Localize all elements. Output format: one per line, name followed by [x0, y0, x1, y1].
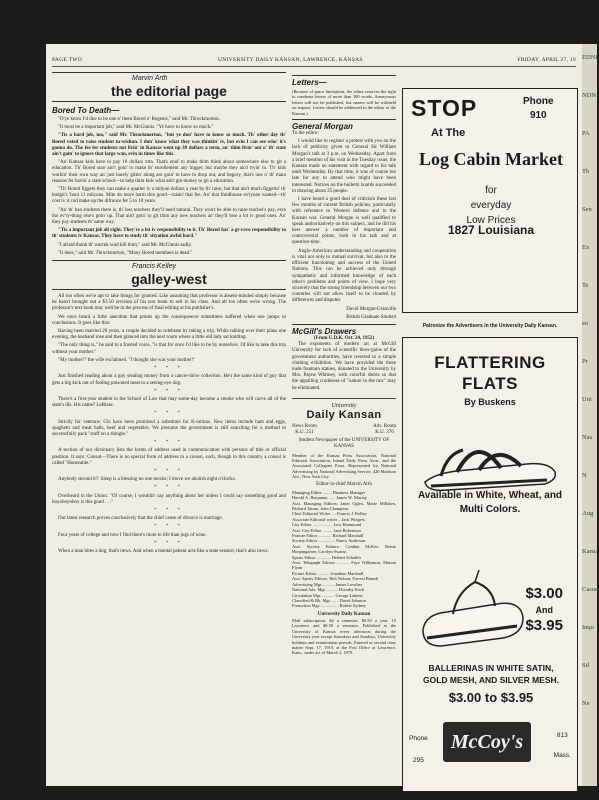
staff-intro: Student Newspaper of the UNIVERSITY OF KANSAS	[298, 438, 390, 450]
editorial-byline: Marvin Arth	[52, 72, 286, 82]
galley-item: We once heard a little anecdote that points up the consequences sometimes suffered when one jumps to conclusions. It goes like this:	[52, 314, 286, 326]
press-name: University Daily Kansan	[317, 611, 371, 617]
staff-line: Harold A. Benjamin ...... James W. Murray	[292, 495, 368, 501]
galley-item: Overheard in the Union: "Of course, I wouldn't say anything about her unless I could say something good and boyoboyoboy is this good . . ."	[52, 493, 286, 505]
ad-store-name: Log Cabin Market	[419, 149, 563, 169]
ad-slogan	[409, 183, 573, 228]
ad-slogan-line: everyday	[470, 200, 512, 211]
editorial-paragraph: "An' th' ban students there is, th' less teachers they'll need natural. They won't be able to raise teacher's pay, evin tho ev'ry-thing else's goin' up. That ain't goin' to git thim any new teachers an' they'll lose a lot iv good ones. An' they pay students th' same way.	[52, 207, 286, 226]
spine-fragment: Stl	[582, 662, 590, 669]
letter-body	[292, 131, 396, 321]
editorial-paragraph: "An' Kansas kids have to pay 10 dollars xtra. That's enuf to make thim think about somewhere else to git a education. Th' Bored sure ain't goin' to make th' enrollement any bigger, but maybe they ain't tryin' to. Th' kids workin' their own way an' just barely gittin' along are goin' to have to drop out, and begory, that's one o' th' main reasons fer havin' a state school—to help thim kids what ain't got money to git a education.	[52, 160, 286, 184]
store-phone-label: Phone	[409, 735, 428, 742]
spine-fragment: Nas	[582, 434, 593, 441]
galley-item: Strictly for veterans: GIs have been promised a substitute for K-rations. New items include ham and eggs, spaghetti and meat balls, beef and vegetables. We presume the government is still searching for a method to successfully pack "stuff on a shingle."	[52, 419, 286, 437]
staff-line: Asst. Sports Editors: Bob Nelson, Forrest Brandt	[292, 576, 378, 582]
staff-line: Society Editor ............... Nancy Anderson	[292, 538, 366, 544]
nameplate-title: Daily Kansan	[306, 408, 382, 421]
separator: * * *	[154, 540, 184, 546]
separator: * * *	[154, 388, 184, 394]
subscription-text: Mail subscription, $4 a semester; $6.50 a year. 15 Lawrence and $6.50 a semester. Published at the University of Kansas every afternoon during the University year except Saturdays and Sundays, University holidays and examination periods. Entered as second class matter Sept. 17, 1910, at the Post Office at Lawrence, Kans., under act of March 3, 1879.	[292, 617, 396, 656]
spine-fragment: Inqu	[582, 624, 594, 631]
spine-fragment: Uni	[582, 396, 592, 403]
spine-fragment: Aug	[582, 510, 594, 517]
letter-paragraph: I have heard a good deal of criticism these last few months of current British policies, particularly with reference to Western defence and to the Korean war. General Morgan is well qualified to speak authoritatively on this subject, and he did his best answer a number of important and controversial points, both in his talk and at question-time.	[292, 197, 396, 246]
spine-fragment: eo	[582, 320, 589, 327]
editorial-body	[52, 117, 286, 257]
store-address-street: Mass.	[553, 752, 571, 759]
staff-line: Asst. Managing Editors: Janet Oglea, Marie Milliken, Richard Tatum, John Champion.	[292, 500, 396, 512]
newsroom-phone	[292, 424, 317, 436]
spine-fragment: Te	[582, 282, 589, 289]
price-range: $3.00 to $3.95	[448, 690, 534, 705]
flats-headline-line: FLATTERING	[434, 353, 546, 372]
spine-fragment: NDN	[582, 92, 597, 99]
staff-line: Classified & Bk. Mgr. ...... David Johnson	[292, 597, 366, 603]
sandal-illustration-icon	[417, 424, 561, 498]
ad-phone-label: Phone	[523, 96, 554, 107]
drawers-paragraph: The exponents of modern art at McGill University for lack of scientific blow-gains of the government authorities, have resorted to a simple clothing exhibition. We have provided the three nude fountain statues, donated to the University by Mrs. Payne Whitney, with colorful shorts so that the appalling crudeness of "nature in the raw" may be eliminated.	[292, 342, 396, 391]
editorial-paragraph: "It does," said Mr. Throckmorton, "Many Bored members is dead."	[58, 250, 193, 256]
galley-item: A section of our dictionary lists the forms of address used in communication with persons of title or official position. It says: Consul—There is no special form of address to a consul, such, though in this country a consul is called "Honorable."	[52, 448, 286, 466]
log-cabin-ad	[402, 88, 578, 313]
phone-numbers	[292, 424, 396, 436]
letters-policy-note: (Because of space limitations, the editor reserves the right to condense letters of more than 100 words. Anonymous letters will not be published, but names will be withheld on request. Letters should be addressed to the editor of the Kansan.)	[292, 89, 396, 116]
staff-line: Promotion Mgr. ................ Robert Sydney	[292, 603, 367, 609]
spine-fragment: EDNE	[582, 54, 599, 61]
editorial-headline: Bored To Death—	[52, 106, 120, 115]
galley-item: All too often we're apt to take things for granted. Like assuming that professor is absent-minded simply because he hasn't brought out a $3.50 revision of his text book to sell to his class. And all too often we're wrong. The professor's text book may well be in the process of final editing at his publisher's.	[52, 294, 286, 312]
separator: * * *	[154, 366, 184, 372]
drawers-source: (From U.D.K. Oct. 24, 1952)	[313, 335, 375, 341]
galley-item: Anybody second it?: Sleep is a blessing no one mocks; I move we abolish eight o'clocks.	[58, 477, 236, 483]
galley-item: Four years of college and now I find there's more to life than jugs of wine.	[58, 532, 207, 538]
ad-address: 1827 Louisiana	[447, 223, 535, 237]
ad-slogan-line: for	[485, 185, 497, 196]
staff-line: Asst. City Editor ......... Jane Robertson	[292, 527, 361, 533]
flats-headline	[403, 352, 577, 394]
separator: * * *	[154, 440, 184, 446]
staff-line: Chief Editorial Writer .... Francis J. Kelley	[292, 511, 367, 517]
nameplate-university: University	[331, 402, 357, 409]
store-address-number: 813	[556, 732, 568, 739]
staff-line: Asst. Telegraph Editors ........... Faye Wilkinson, Marion Flynn	[292, 560, 396, 571]
ballerinas-text	[407, 662, 575, 686]
price-low: $3.00	[525, 585, 563, 602]
ad-stop-word: STOP	[411, 95, 478, 121]
separator: * * *	[154, 411, 184, 417]
letters-heading: Letters—	[292, 75, 396, 87]
member-text: Member of the Kansas Press Association, National Editorial Association, Inland Daily Press Assn., and the Associated Collegiate Press. Represented for National Advertising by National Advertising Service, 420 Madison Ave., New York City.	[292, 452, 396, 480]
page-number: PAGE TWO	[52, 57, 83, 63]
staff-line: Sports Editor ............. Herbert Schaffer	[292, 554, 362, 560]
drawers-body	[292, 342, 396, 392]
staff-line: Circulation Mgr. ........... George Lukens	[292, 592, 363, 598]
staff-list	[292, 490, 396, 609]
editorial-paragraph: "It must be a important job," said Mr. McGinnis. "Ye have to know so much."	[58, 125, 214, 131]
separator: * * *	[154, 524, 184, 530]
letter-headline: General Morgan	[292, 119, 396, 131]
ads-column	[402, 88, 578, 792]
letter-signature: David Morgan-Granville	[346, 306, 396, 312]
mccoys-logo: McCoy's	[443, 722, 531, 762]
page-masthead	[52, 57, 576, 67]
adroom-ext: K.U. 376	[375, 429, 394, 435]
letter-paragraph: I would like to register a protest with you on the lack of publicity given to General Sir William Morgan's talk at 3 p.m. on Wednesday. Apart from a brief mention of his visit in the Tuesday issue, the Kansan made no statement with regard to his talk until Wednesday. By that time, it was of course too late for any to attend who might have been interested. Notices on the bulletin boards succeeded in drawing about 25 people.	[292, 139, 396, 194]
staff-line: Advertising Mgr. .......... James Lowther	[292, 581, 363, 587]
staff-line: Asst. Society Editors: Cynthia McKee, Betsie Hoopingarner, Carolyn Swartz.	[292, 543, 396, 555]
flats-brand: By Buskens	[464, 397, 516, 407]
spine-fragment: Pr	[582, 358, 588, 365]
store-phone	[409, 728, 428, 772]
spine-fragment: Ex	[582, 244, 590, 251]
staff-line: Managing Editor ........ Business Manager	[292, 489, 366, 495]
editorial-column	[52, 72, 286, 782]
galley-item: There's a first-year student in the School of Law that may some-day become a smoke who will carve all of the state's ills. His name? LeBlanc.	[52, 396, 286, 409]
editorial-paragraph: "I afraid thunk th' warrnk wud kill thim," said Mr. McGinnis sadly.	[58, 242, 192, 248]
ad-phone-number: 910	[529, 110, 547, 121]
galley-item: Having been married 20 years, a couple decided to celebrate by taking a trip. While talking over their plans one evening, the husband rose and then glanced into the next room where a little old lady sat knitting.	[52, 329, 286, 341]
issue-date: FRIDAY, APRIL 27, 19	[517, 57, 576, 63]
letter-paragraph: Anglo-American understanding and cooperation is vital not only to mutual survival, but also to the efficient functioning and success of the United Nations. This can be achieved only through sympathetic and informed knowledge of each other's problems and points of view. I hope very sincerely that the strong friendship between our two countries will not allow itself to be clouded by differences and disputes.	[292, 248, 396, 304]
drawers-headline: McGill's Drawers	[292, 324, 396, 336]
separator: * * *	[154, 468, 184, 474]
ballerinas-line: GOLD MESH, AND SILVER MESH.	[422, 675, 559, 685]
galley-item: When a man bites a dog, that's news. And when a mental patient acts like a state senator, that's also news.	[58, 548, 269, 554]
spine-fragment: PA	[582, 130, 590, 137]
spine-fragment: Casua	[582, 586, 598, 593]
staff-line: Picture Editor ........... Jonathan Marshall	[292, 570, 364, 576]
staff-line: City Editor .................. Lew Hammond	[292, 522, 362, 528]
spine-fragment: Kansa	[582, 548, 599, 555]
flats-headline-line: FLATS	[461, 374, 518, 393]
price-and: And	[535, 605, 553, 615]
patronize-note: Patronize the Advertisers in the University Daily Kansan.	[422, 323, 558, 329]
galley-item: "My mother?" the wife exclaimed. "I thought she was your mother!"	[58, 357, 196, 363]
separator: * * *	[154, 507, 184, 513]
letter-signature-title: British Graduate Student	[346, 314, 396, 320]
price-high: $3.95	[525, 617, 563, 634]
column-byline: Francis Kelley	[52, 260, 286, 270]
editorial-paragraph: "D'ye know I'd like to be one o' them Bored o' Regents," said Mr. Throckmorton.	[58, 117, 220, 122]
ballerina-shoe-illustration-icon	[417, 562, 527, 652]
store-address	[554, 726, 571, 766]
newsroom-label: News Room	[292, 423, 317, 429]
ad-slogan-line: Low Prices	[466, 215, 516, 226]
editorial-paragraph: "Tis a hard job, too," said Mr. Throckmorton, "but ye don' have to know so much. Th' other day th' Bored voted to raise student tu-wishun. I dun' know what they was thinkin' iv, but evin I can see who' it's gonna do. The fee fer students not livin' in Kansas went up 30 dollars a term, an' thim livin' out o' th' state ain't goin' to ignore that large wan, evin in times like this.	[52, 133, 286, 158]
letters-column	[292, 72, 396, 782]
adjacent-page-edge	[582, 44, 597, 786]
adroom-label: Adv. Room	[372, 423, 396, 429]
spine-fragment: N	[582, 472, 587, 479]
spine-fragment: Th	[582, 168, 590, 175]
spine-fragment: Sen	[582, 206, 592, 213]
galley-item: Our latest research proves conclusively that the chief cause of divorce is marriage.	[58, 516, 223, 522]
galley-west-body	[52, 294, 286, 555]
letter-salutation: To the editor:	[292, 131, 319, 137]
flats-colors-line: Available in White, Wheat, and	[417, 490, 563, 501]
flats-colors-line: Multi Colors.	[459, 504, 521, 515]
newspaper-page	[46, 44, 582, 786]
separator: * * *	[154, 485, 184, 491]
ad-at-the: At The	[431, 127, 466, 139]
galley-item: Just finished reading about a guy stealing money from a cancer-drive collection. He's the same kind of guy that gets a big kick out of fooling poisoned meat to a seeing-eye dog.	[52, 374, 286, 386]
paper-dateline: UNIVERSITY DAILY KANSAN, LAWRENCE, KANSAS	[218, 57, 363, 63]
flats-prices	[525, 584, 563, 636]
ad-phone	[523, 95, 554, 123]
staff-line: National Adv. Mgr. .......... Dorothy Koch	[292, 587, 365, 593]
column-title: galley-west	[52, 271, 286, 290]
section-title: the editorial page	[52, 83, 286, 102]
newsroom-ext: K.U. 251	[295, 429, 314, 435]
galley-item: "The only thing is," he said to a frosted voice, "is that for once I'd like to be by ourselves. I'd like to take this trip without your mother."	[52, 343, 286, 355]
store-phone-number: 295	[412, 757, 424, 764]
editorial-paragraph: "Tis a important job all right. They're a lot iv responsibility to it. Th' Bored has' a gr-rave responsibility to th' students iv Kansas. They have to study th' sityation awful hard."	[52, 228, 286, 240]
staff-line: Associate Editorial writer .. Jack Wiegers	[292, 516, 365, 522]
adroom-phone	[373, 424, 396, 436]
editorial-paragraph: "Th' Bored figgers they can make a quarter iv a milyun dollars a year by th' raise, but that ain't much figgerin' th' budgit's 'bout 11 milyuns. Mite do more harm thin good—raisin' that fee. An' that fmidhouse ex'tyune wanted—th' cost iv it cud make up the difrunce fer 5 to 10 years.	[52, 187, 286, 205]
ballerinas-line: BALLERINAS IN WHITE SATIN,	[428, 663, 554, 673]
nameplate	[292, 398, 396, 421]
editor-line: Editor-in-chief Marvin Arth	[316, 481, 372, 487]
staff-line: Feature Editor ............ Richard Marshall	[292, 533, 364, 539]
flats-ad	[402, 337, 578, 792]
spine-fragment: Ne	[582, 700, 590, 707]
